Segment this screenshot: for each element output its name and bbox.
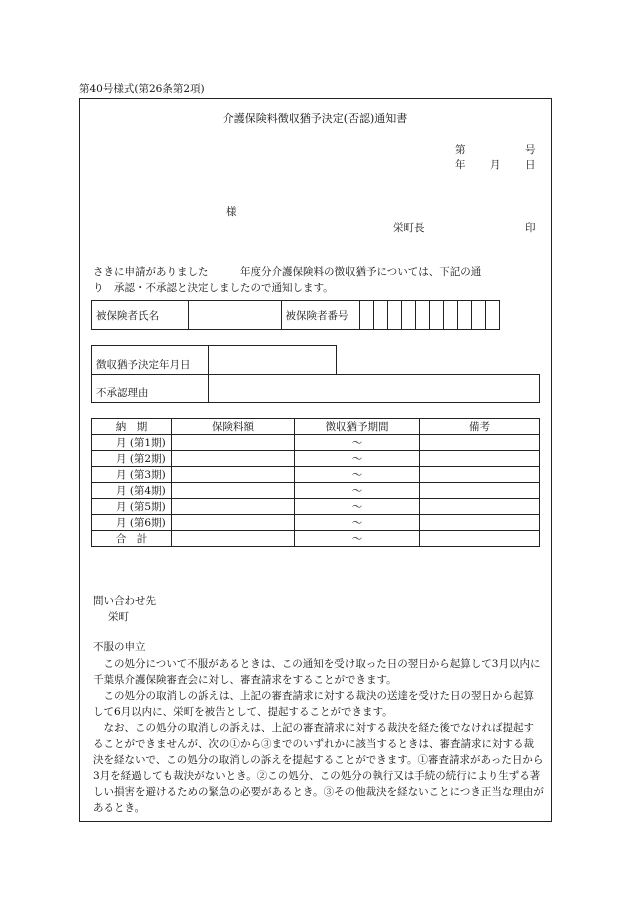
schedule-row: [92, 435, 540, 451]
insured-name-label: 被保険者氏名: [92, 301, 189, 330]
schedule-range-cell: ～: [295, 451, 420, 467]
insured-number-digit: [430, 301, 444, 330]
date-month: 月: [490, 159, 501, 171]
schedule-range-cell: ～: [295, 531, 420, 547]
intro-line-1: さきに申請がありました 年度分介護保険料の徴収猶予については、下記の通: [93, 266, 482, 278]
schedule-row: [92, 451, 540, 467]
objection-heading: 不服の申立: [93, 641, 146, 653]
schedule-range-cell: ～: [295, 515, 420, 531]
schedule-period-cell: 月 (第2期): [92, 451, 172, 467]
schedule-row: [92, 531, 540, 547]
schedule-period-cell: 月 (第3期): [92, 467, 172, 483]
insured-name-value: [188, 301, 281, 330]
rejection-reason-table: [91, 374, 540, 403]
schedule-remarks-cell: [420, 531, 540, 547]
header-remarks: 備考: [420, 419, 540, 435]
insured-number-digit: [471, 301, 485, 330]
schedule-remarks-cell: [420, 435, 540, 451]
doc-number-suffix: 号: [525, 144, 536, 156]
seal-mark: 印: [525, 222, 536, 234]
decision-date-label: 徴収猶予決定年月日: [92, 346, 209, 375]
schedule-amount-cell: [172, 531, 295, 547]
insured-number-digit: [388, 301, 402, 330]
schedule-period-cell: 月 (第4期): [92, 483, 172, 499]
intro-line-2: り 承認・不承認と決定しましたので通知します。: [93, 282, 334, 294]
insured-number-label: 被保険者番号: [281, 301, 360, 330]
schedule-period-cell: 月 (第5期): [92, 499, 172, 515]
addressee-suffix: 様: [226, 206, 237, 218]
objection-paragraph-1: この処分について不服があるときは、この通知を受け取った日の翌日から起算して3月以内に千葉県介護保険審査会に対し、審査請求をすることができます。: [93, 658, 541, 686]
payment-schedule-table: [91, 418, 540, 547]
schedule-remarks-cell: [420, 515, 540, 531]
insured-number-digit: [374, 301, 388, 330]
schedule-amount-cell: [172, 483, 295, 499]
insured-number-digit: [416, 301, 430, 330]
insured-number-digit: [402, 301, 416, 330]
schedule-row: [92, 515, 540, 531]
schedule-amount-cell: [172, 467, 295, 483]
issuer-name: 栄町長: [393, 222, 425, 234]
header-due-period: 納 期: [92, 419, 172, 435]
schedule-period-cell: 月 (第1期): [92, 435, 172, 451]
decision-date-table: [91, 345, 337, 375]
date-day: 日: [525, 159, 536, 171]
rejection-reason-value: [209, 375, 540, 403]
insured-table: [91, 300, 500, 330]
decision-date-value: [209, 346, 337, 375]
rejection-reason-label: 不承認理由: [92, 375, 209, 403]
insured-number-digit: [360, 301, 374, 330]
objection-paragraph-2: この処分の取消しの訴えは、上記の審査請求に対する裁決の送達を受けた日の翌日から起算して6月以内に、栄町を被告として、提起することができます。: [93, 690, 534, 718]
schedule-amount-cell: [172, 515, 295, 531]
schedule-remarks-cell: [420, 467, 540, 483]
insured-number-digit: [485, 301, 499, 330]
objection-body: [93, 656, 544, 816]
schedule-header-row: [92, 419, 540, 435]
schedule-range-cell: ～: [295, 467, 420, 483]
objection-paragraph-3: なお、この処分の取消しの訴えは、上記の審査請求に対する裁決を経た後でなければ提起することができませんが、次の①から③までのいずれかに該当するときは、審査請求に対する裁決を経ないで、この処分の取消しの訴えを提起することができます。①審査請求があった日から3月を経過しても裁決がないとき。②この処分、この処分の執行又は手続の続行により生ずる著しい損害を避けるための緊急の必要があるとき。③その他裁決を経ないことにつき正当な理由があるとき。: [93, 722, 544, 814]
insured-number-digit: [457, 301, 471, 330]
schedule-row: [92, 499, 540, 515]
schedule-remarks-cell: [420, 451, 540, 467]
schedule-remarks-cell: [420, 483, 540, 499]
schedule-amount-cell: [172, 451, 295, 467]
date-year: 年: [455, 159, 466, 171]
schedule-amount-cell: [172, 435, 295, 451]
header-premium-amount: 保険料額: [172, 419, 295, 435]
insured-number-digit: [444, 301, 458, 330]
contact-label: 問い合わせ先: [93, 595, 156, 607]
schedule-range-cell: ～: [295, 435, 420, 451]
schedule-period-cell: 合 計: [92, 531, 172, 547]
contact-value: 栄町: [108, 611, 129, 623]
form-number: 第40号様式(第26条第2項): [79, 83, 205, 95]
schedule-amount-cell: [172, 499, 295, 515]
schedule-remarks-cell: [420, 499, 540, 515]
document-title: 介護保険料徴収猶予決定(否認)通知書: [222, 112, 408, 125]
schedule-range-cell: ～: [295, 499, 420, 515]
schedule-row: [92, 483, 540, 499]
schedule-period-cell: 月 (第6期): [92, 515, 172, 531]
doc-number-prefix: 第: [455, 144, 466, 156]
schedule-row: [92, 467, 540, 483]
header-deferral-period: 徴収猶予期間: [295, 419, 420, 435]
schedule-range-cell: ～: [295, 483, 420, 499]
